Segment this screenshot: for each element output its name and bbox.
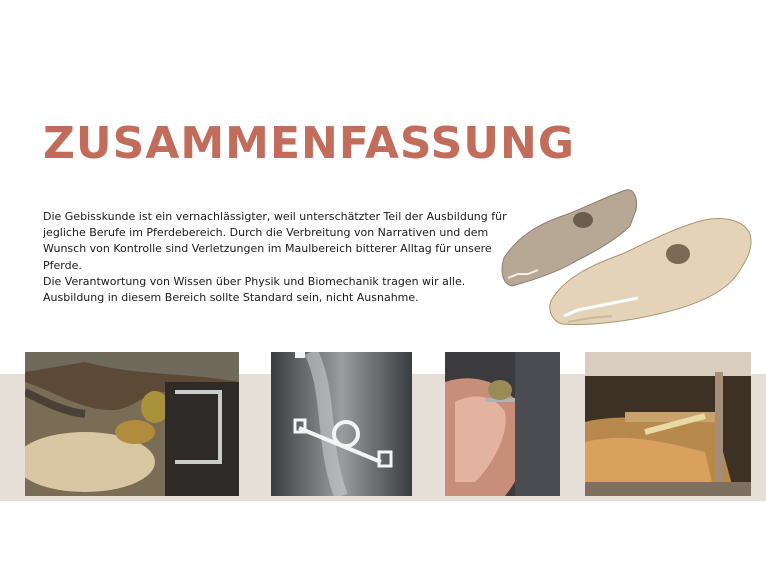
photo-xray <box>271 352 412 496</box>
photo-skull-bit <box>585 352 751 496</box>
horse-skulls-image <box>498 176 756 330</box>
summary-paragraph-2: Die Verantwortung von Wissen über Physik und Biomechanik tragen wir alle. Ausbildung in diesem Bereich sollte Standard sein, nicht Ausnahme. <box>43 274 466 305</box>
summary-text <box>43 209 513 306</box>
slide-title: ZUSAMMENFASSUNG <box>43 118 575 169</box>
summary-paragraph-1: Die Gebisskunde ist ein vernachlässigter, weil unterschätzter Teil der Ausbildung für jegliche Berufe im Pferdebereich. Durch die Verbreitung von Narrativen und dem Wunsch von Kontrolle sind Verletzungen im Maulbereich bitterer Alltag für unsere Pferde. <box>43 210 507 272</box>
photo-mouth-closeup <box>25 352 239 496</box>
photo-lips-bit <box>445 352 560 496</box>
